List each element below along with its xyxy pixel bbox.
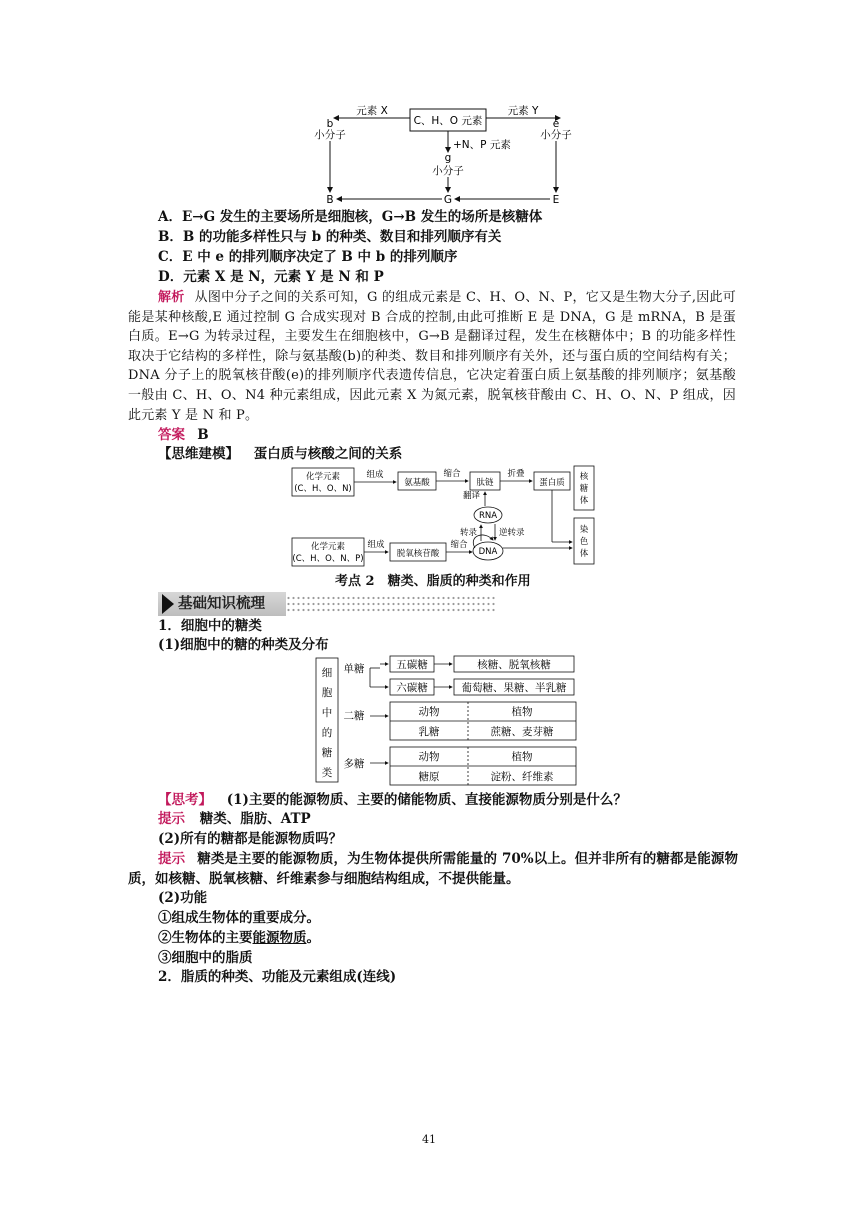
think-answer-2: [128, 850, 738, 889]
function-item-2-pre: ②生物体的主要: [158, 930, 253, 946]
banner-arrow-icon: [162, 594, 174, 614]
function-item-3: ③细胞中的脂质: [158, 950, 253, 966]
side-char-3: 中: [321, 707, 333, 719]
translate-label: 翻译: [462, 491, 480, 501]
analysis-text: 从图中分子之间的关系可知，G 的组成元素是 C、H、O、N、P，它又是生物大分子,因此可能是某种核酸,E 通过控制 G 合成实现对 B 合成的控制,由此可推断 E 是 DNA，G 是 mRNA，B 是蛋白质。E→G 为转录过程，主要发生在细胞核中，G→B 是翻译过程，发生在核糖体中；B 的功能多样性取决于它结构的多样性，除与氨基酸(b)的种类、数目和排列顺序有关外，还与蛋白质的空间结构有关；DNA 分子上的脱氧核苷酸(e)的排列顺序代表遗传信息，它决定着蛋白质上氨基酸的排列顺序；氨基酸一般由 C、H、O、N4 种元素组成，因此元素 X 为氮元素，脱氧核苷酸由 C、H、O、N、P 组成，因此元素 Y 是 N 和 P。: [128, 290, 736, 423]
hint-label-2: 提示: [158, 851, 186, 867]
option-c: C．E 中 e 的排列顺序决定了 B 中 b 的排列顺序: [158, 249, 458, 265]
modeling-title: 蛋白质与核酸之间的关系: [253, 446, 403, 462]
answer-value: B: [197, 427, 209, 443]
di-header-animal: 动物: [418, 706, 440, 718]
bottom-right-node: E: [552, 194, 560, 206]
protein-nucleic-diagram: [288, 464, 600, 570]
di-label: 二糖: [343, 710, 365, 722]
mid-node-sub: 小分子: [432, 165, 464, 177]
heading-sugars: 1．细胞中的糖类: [158, 618, 262, 634]
function-title: (2)功能: [158, 890, 208, 906]
di-value-animal: 乳糖: [418, 726, 440, 738]
left-node: b: [326, 118, 334, 130]
banner-dots: [286, 595, 496, 613]
side-char-4: 的: [321, 727, 333, 739]
analysis-paragraph: [128, 288, 736, 425]
compose-label-1: 组成: [366, 470, 384, 480]
answer-label: 答案: [158, 427, 185, 443]
function-item-1: ①组成生物体的重要成分。: [158, 910, 320, 926]
nucleotide-box: 脱氧核苷酸: [396, 549, 440, 559]
think-label: 【思考】: [158, 792, 212, 808]
right-node: e: [552, 118, 560, 130]
modeling-heading: [158, 445, 402, 464]
element-box-1-line1: 化学元素: [305, 472, 341, 482]
function-item-2-underlined: 能源物质: [252, 930, 307, 946]
reverse-transcribe-label: 逆转录: [499, 528, 525, 538]
right-node-sub: 小分子: [540, 129, 572, 141]
think-a2: 糖类是主要的能源物质，为生物体提供所需能量的 70%以上。但并非所有的糖都是能源物质，如核糖、脱氧核糖、纤维素参与细胞结构组成，不提供能量。: [128, 851, 738, 887]
poly-value-animal: 糖原: [418, 771, 440, 783]
poly-header-animal: 动物: [418, 751, 440, 763]
amino-acid-box: 氨基酸: [404, 478, 430, 488]
mid-node: g: [444, 152, 452, 164]
subheading-sugars: (1)细胞中的糖的种类及分布: [158, 637, 329, 653]
left-arrow-label: 元素 X: [356, 105, 388, 117]
think-q1: (1)主要的能源物质、主要的储能物质、直接能源物质分别是什么？: [226, 792, 627, 808]
function-item-2-post: 。: [306, 930, 320, 946]
think-a1: 糖类、脂肪、ATP: [199, 811, 311, 827]
mono-label: 单糖: [343, 663, 365, 675]
down-arrow-label: +N、P 元素: [453, 139, 511, 151]
condense-label-1: 缩合: [443, 469, 461, 479]
protein-box: 蛋白质: [539, 478, 565, 488]
left-node-sub: 小分子: [314, 129, 346, 141]
right-arrow-label: 元素 Y: [507, 105, 539, 117]
element-box-2-line1: 化学元素: [310, 542, 346, 552]
option-a: A．E→G 发生的主要场所是细胞核，G→B 发生的场所是核糖体: [158, 209, 543, 225]
condense-label-2: 缩合: [450, 540, 468, 550]
side-char-6: 类: [321, 767, 333, 779]
answer-line: [158, 426, 209, 445]
knowledge-banner: [158, 592, 286, 616]
six-carbon-box: 六碳糖: [396, 682, 428, 694]
side-char-2: 胞: [321, 687, 333, 699]
compose-label-2: 组成: [367, 540, 385, 550]
page-number: 41: [422, 1133, 436, 1146]
bottom-left-node: B: [326, 194, 334, 206]
think-question-1: [158, 791, 627, 810]
banner-text: 基础知识梳理: [178, 596, 265, 612]
ribosome-char-2: 糖: [579, 484, 589, 494]
hint-label-1: 提示: [158, 811, 185, 827]
chromosome-char-1: 染: [579, 525, 589, 535]
option-b: B．B 的功能多样性只与 b 的种类、数目和排列顺序有关: [158, 229, 502, 245]
section-title: 考点 2 糖类、脂质的种类和作用: [335, 574, 531, 589]
chromosome-char-2: 色: [579, 537, 589, 547]
di-value-plant: 蔗糖、麦芽糖: [490, 726, 554, 738]
modeling-label: 【思维建模】: [158, 446, 239, 462]
six-carbon-values: 葡萄糖、果糖、半乳糖: [461, 682, 567, 694]
five-carbon-box: 五碳糖: [396, 659, 428, 671]
ribosome-char-1: 核: [579, 472, 589, 482]
heading-lipids: 2．脂质的种类、功能及元素组成(连线): [158, 969, 397, 985]
di-header-plant: 植物: [511, 706, 533, 718]
elements-diagram: [314, 100, 580, 208]
transcribe-label: 转录: [459, 528, 477, 538]
element-box-1-line2: (C、H、O、N): [294, 484, 352, 494]
think-answer-1: [158, 810, 311, 829]
option-d: D．元素 X 是 N，元素 Y 是 N 和 P: [158, 269, 384, 285]
side-char-1: 细: [321, 667, 333, 679]
element-box-2-line2: (C、H、O、N、P): [292, 554, 364, 564]
poly-header-plant: 植物: [511, 751, 533, 763]
five-carbon-values: 核糖、脱氧核糖: [477, 659, 551, 671]
function-item-2: [158, 929, 320, 948]
poly-value-plant: 淀粉、纤维素: [490, 771, 554, 783]
peptide-box: 肽链: [476, 478, 494, 488]
chromosome-char-3: 体: [579, 549, 589, 559]
rna-label: RNA: [478, 511, 498, 521]
poly-label: 多糖: [343, 758, 365, 770]
ribosome-char-3: 体: [579, 496, 589, 506]
sugar-classification-diagram: [312, 652, 578, 786]
bottom-mid-node: G: [443, 194, 453, 206]
side-char-5: 糖: [321, 747, 333, 759]
dna-label: DNA: [478, 547, 498, 557]
think-question-2: (2)所有的糖都是能源物质吗？: [158, 831, 343, 847]
center-box-label: C、H、O 元素: [413, 115, 483, 127]
fold-label: 折叠: [507, 469, 525, 479]
analysis-label: 解析: [158, 290, 185, 305]
